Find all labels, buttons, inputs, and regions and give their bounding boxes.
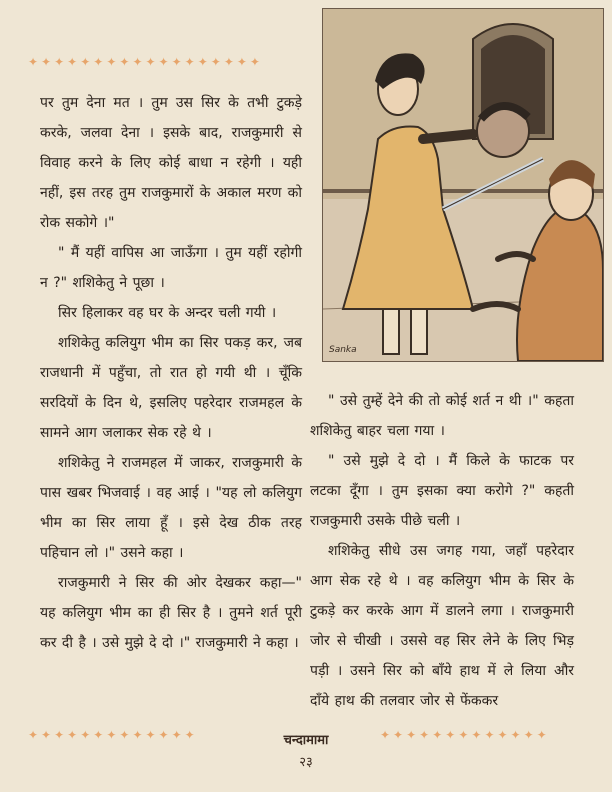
left-text-column [40, 88, 302, 658]
right-paragraph-3: शशिकेतु सीधे उस जगह गया, जहाँ पहरेदार आग सेक रहे थे । वह कलियुग भीम के सिर के टुकड़े कर करके आग में डालने लगा । राजकुमारी जोर से चीखी । उससे वह सिर लेने के लिए भिड़ पड़ी । उसने सिर को बाँये हाथ में ले लिया और दाँये हाथ की तलवार जोर से फेंककर [310, 543, 574, 709]
left-paragraph-5: शशिकेतु ने राजमहल में जाकर, राजकुमारी के पास खबर भिजवाई । वह आई । "यह लो कलियुग भीम का सिर लाया हूँ । इसे देख ठीक तरह पहिचान लो ।" उसने कहा । [40, 455, 302, 561]
magazine-name: चन्दामामा [283, 733, 329, 748]
page-number: २३ [299, 755, 313, 770]
ornament-bottom-left: ✦✦✦✦✦✦✦✦✦✦✦✦✦ [28, 728, 198, 742]
story-illustration [322, 8, 604, 362]
left-paragraph-4: शशिकेतु कलियुग भीम का सिर पकड़ कर, जब राजधानी में पहुँचा, तो रात हो गयी थी । चूँकि सरदियों के दिन थे, इसलिए पहरेदार राजमहल के सामने आग जलाकर सेक रहे थे । [40, 335, 302, 441]
right-paragraph-2: " उसे मुझे दे दो । मैं किले के फाटक पर लटका दूँगा । तुम इसका क्या करोगे ?" कहती राजकुमारी उसके पीछे चली । [310, 453, 574, 529]
left-paragraph-2: " मैं यहीं वापिस आ जाऊँगा । तुम यहीं रहोगी न ?" शशिकेतु ने पूछा । [40, 245, 302, 291]
ornament-bottom-right: ✦✦✦✦✦✦✦✦✦✦✦✦✦ [380, 728, 550, 742]
left-paragraph-3: सिर हिलाकर वह घर के अन्दर चली गयी । [58, 305, 277, 321]
right-paragraph-1: " उसे तुम्हें देने की तो कोई शर्त न थी ।" कहता शशिकेतु बाहर चला गया । [310, 393, 574, 439]
artist-signature: Sanka [329, 345, 357, 355]
illustration-drawing [323, 9, 603, 361]
left-paragraph-6: राजकुमारी ने सिर की ओर देखकर कहा—" यह कलियुग भीम का ही सिर है । तुमने शर्त पूरी कर दी है । उसे मुझे दे दो ।" राजकुमारी ने कहा । [40, 575, 302, 651]
left-paragraph-1: पर तुम देना मत । तुम उस सिर के तभी टुकड़े करके, जलवा देना । इसके बाद, राजकुमारी से विवाह करने के लिए कोई बाधा न रहेगी । यही नहीं, इस तरह तुम राजकुमारों के अकाल मरण को रोक सकोगे ।" [40, 95, 302, 231]
right-text-column [310, 386, 574, 716]
ornament-top: ✦✦✦✦✦✦✦✦✦✦✦✦✦✦✦✦✦✦ [28, 55, 263, 69]
